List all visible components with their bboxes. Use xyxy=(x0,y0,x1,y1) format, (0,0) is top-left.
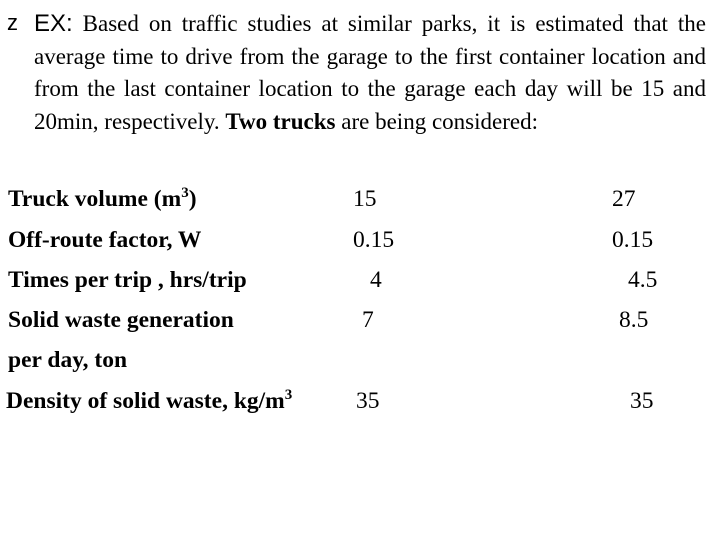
example-label: EX: xyxy=(34,10,73,37)
value-truck1-volume: 15 xyxy=(353,186,377,212)
value-truck2-volume: 27 xyxy=(612,186,636,212)
row-times-per-trip xyxy=(8,267,247,294)
row-label: Solid waste generation xyxy=(8,307,234,333)
row-label-continued: per day, ton xyxy=(8,347,128,373)
value-truck2-times: 4.5 xyxy=(628,267,658,293)
bullet-glyph: z xyxy=(7,10,18,35)
intro-text: Based on traffic studies at similar parks, it is estimated that the average time to drive from the garage to the first container location and from the last container location to the garage each day will be 15 and 20min, respectively. xyxy=(34,11,706,134)
value-truck2-generation: 8.5 xyxy=(619,307,649,333)
row-label: Off-route factor, W xyxy=(8,227,202,253)
row-label: Density of solid waste, $kg/m^3$ xyxy=(6,387,293,414)
row-off-route-factor xyxy=(8,227,201,254)
value-truck1-density: 35 xyxy=(356,388,380,414)
value-truck1-times: 4 xyxy=(370,267,382,293)
intro-paragraph xyxy=(34,8,706,138)
row-label: Times per trip , hrs/trip xyxy=(8,267,247,293)
value-truck1-generation: 7 xyxy=(362,307,374,333)
intro-text-end: are being considered: xyxy=(335,108,538,134)
row-solid-waste-generation-cont xyxy=(8,347,127,374)
value-truck1-off-route: 0.15 xyxy=(353,227,395,253)
row-density xyxy=(6,388,292,415)
row-solid-waste-generation xyxy=(8,307,234,334)
value-truck2-off-route: 0.15 xyxy=(612,227,654,253)
intro-bold-text: Two trucks xyxy=(225,108,336,134)
row-label: Truck volume $(m^3)$ xyxy=(8,185,197,212)
value-truck2-density: 35 xyxy=(630,388,654,414)
row-truck-volume xyxy=(8,186,197,213)
